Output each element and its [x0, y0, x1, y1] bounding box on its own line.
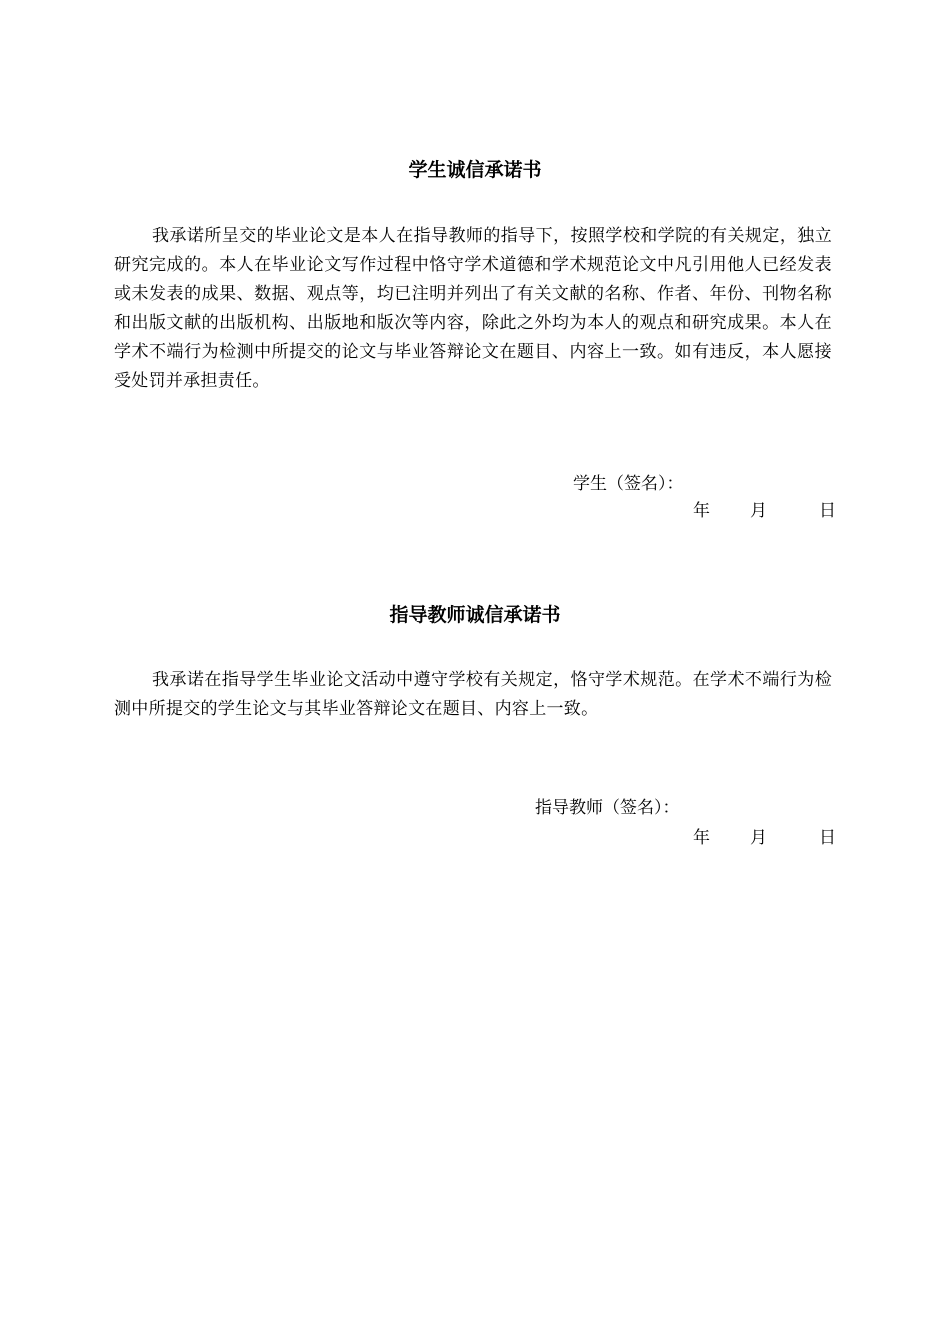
student-pledge-body: 我承诺所呈交的毕业论文是本人在指导教师的指导下，按照学校和学院的有关规定，独立研究完成的。本人在毕业论文写作过程中恪守学术道德和学术规范论文中凡引用他人已经发表或未发表的成果、数据、观点等，均已注明并列出了有关文献的名称、作者、年份、刊物名称和出版文献的出版机构、出版地和版次等内容，除此之外均为本人的观点和研究成果。本人在学术不端行为检测中所提交的论文与毕业答辩论文在题目、内容上一致。如有违反，本人愿接受处罚并承担责任。: [114, 226, 832, 391]
advisor-pledge-title: 指导教师诚信承诺书: [389, 604, 561, 626]
student-date-month: 月: [750, 501, 767, 521]
student-pledge-title: 学生诚信承诺书: [408, 159, 542, 181]
student-date-year: 年: [693, 501, 710, 521]
student-signature-label: 学生（签名）：: [573, 474, 684, 494]
student-date-line: [693, 499, 838, 523]
advisor-date-year: 年: [693, 828, 710, 848]
advisor-signature-label: 指导教师（签名）：: [535, 798, 680, 818]
student-date-day: 日: [819, 501, 836, 521]
advisor-date-day: 日: [819, 828, 836, 848]
advisor-date-line: [693, 826, 838, 850]
advisor-pledge-body: 我承诺在指导学生毕业论文活动中遵守学校有关规定，恪守学术规范。在学术不端行为检测中所提交的学生论文与其毕业答辩论文在题目、内容上一致。: [114, 670, 832, 719]
advisor-date-month: 月: [750, 828, 767, 848]
